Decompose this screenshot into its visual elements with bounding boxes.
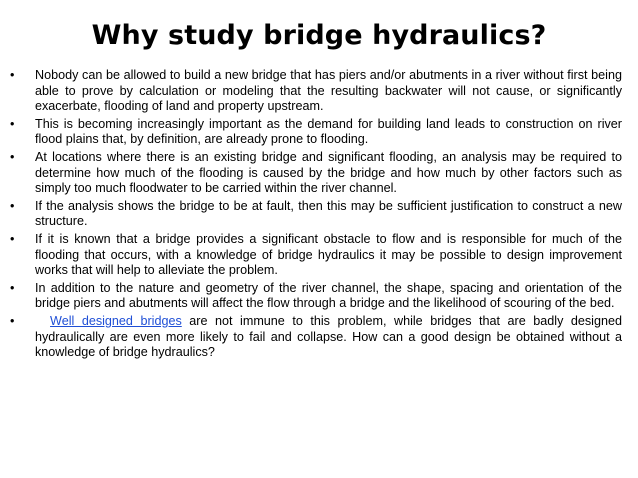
bullet-item (10, 68, 622, 115)
bullet-dot-icon: • (10, 68, 15, 82)
bullet-text: At locations where there is an existing bridge and significant flooding, an analysis may be required to determine how much of the flooding is caused by the bridge and how much by other factors such as simply too much floodwater to be carried within the river channel. (35, 149, 622, 196)
bullet-text: If the analysis shows the bridge to be at fault, then this may be sufficient justification to construct a new structure. (35, 198, 622, 229)
bullet-dot-icon: • (10, 198, 15, 213)
bullet-dot-icon: • (10, 280, 15, 295)
bullet-item (10, 232, 622, 279)
bullet-text: are not immune to this problem, while bridges that are badly designed hydraulically are even more likely to fail and collapse. How can a good design be obtained without a knowledge of bridge hydraulics? (35, 313, 623, 360)
bullet-dot-icon: • (10, 231, 15, 246)
bullet-item (10, 150, 622, 197)
well-designed-bridges-link[interactable]: Well designed bridges (50, 313, 182, 328)
bullet-text: If it is known that a bridge provides a significant obstacle to flow and is responsible for much of the flooding that occurs, with a knowledge of bridge hydraulics it may be possible to design improvement works that will help to alleviate the problem. (35, 231, 622, 278)
bullet-text: This is becoming increasingly important as the demand for building land leads to construction on river flood plains that, by definition, are already prone to flooding. (35, 116, 622, 147)
bullet-list (10, 68, 622, 363)
slide-title: Why study bridge hydraulics? (91, 20, 547, 51)
bullet-item (10, 314, 622, 361)
bullet-dot-icon: • (10, 313, 15, 328)
bullet-dot-icon: • (10, 116, 15, 131)
bullet-text: Nobody can be allowed to build a new bridge that has piers and/or abutments in a river without first being able to prove by calculation or modeling that the resulting backwater will not cause, or significantly exacerbate, flooding of land and property upstream. (35, 68, 622, 114)
bullet-dot-icon: • (10, 149, 15, 164)
bullet-item (10, 199, 622, 230)
bullet-text: In addition to the nature and geometry of the river channel, the shape, spacing and orientation of the bridge piers and abutments will affect the flow through a bridge and the likelihood of scouring of the bed. (35, 280, 622, 311)
bullet-item (10, 117, 622, 148)
bullet-item (10, 281, 622, 312)
